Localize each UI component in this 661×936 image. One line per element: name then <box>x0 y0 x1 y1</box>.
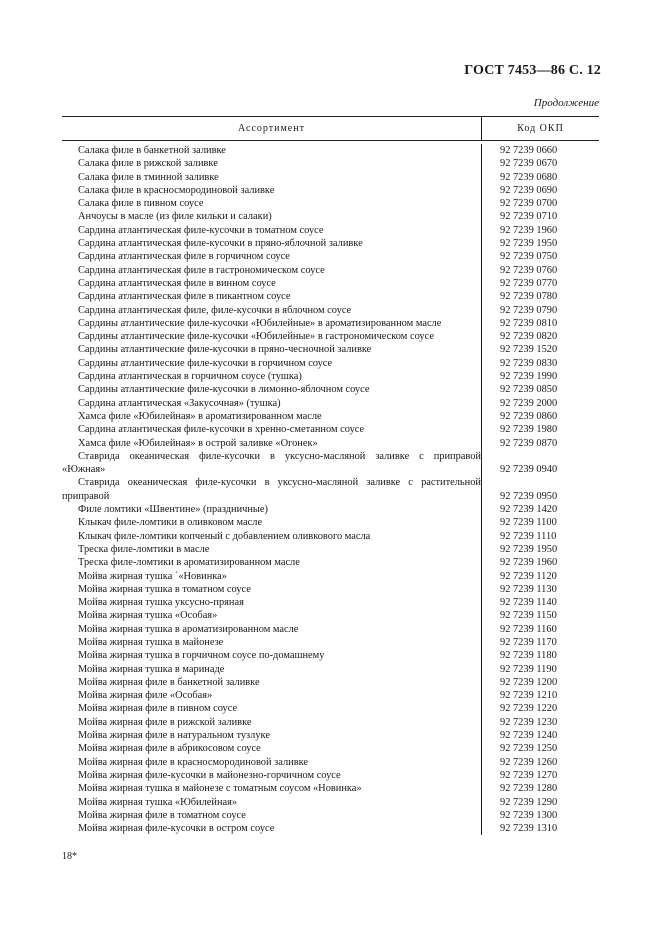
okp-code: 92 7239 2000 <box>481 397 599 410</box>
okp-code: 92 7239 1290 <box>481 796 599 809</box>
header-assortment: Ассортимент <box>238 123 305 134</box>
table-row <box>62 729 599 742</box>
assortment-table <box>62 116 599 835</box>
assortment-name: Мойва жирная филе в пивном соусе <box>78 703 238 715</box>
table-row <box>62 769 599 782</box>
assortment-name: Хамса филе «Юбилейная» в ароматизированном масле <box>78 410 322 422</box>
okp-code: 92 7239 1140 <box>481 596 599 609</box>
table-row <box>62 476 599 503</box>
table-row <box>62 370 599 383</box>
header-code: Код ОКП <box>481 117 599 140</box>
table-row <box>62 516 599 529</box>
okp-code: 92 7239 1200 <box>481 676 599 689</box>
okp-code: 92 7239 0790 <box>481 304 599 317</box>
assortment-name: Сардина атлантическая филе-кусочки в пряно-яблочной заливке <box>78 238 363 250</box>
okp-code: 92 7239 0670 <box>481 157 599 170</box>
okp-code: 92 7239 1150 <box>481 609 599 622</box>
assortment-name: Мойва жирная тушка в горчичном соусе по-домашнему <box>78 650 325 662</box>
assortment-name: Мойва жирная филе в абрикосовом соусе <box>78 743 261 755</box>
okp-code: 92 7239 1170 <box>481 636 599 649</box>
assortment-name: Салака филе в банкетной заливке <box>78 145 226 156</box>
table-row <box>62 277 599 290</box>
okp-code: 92 7239 1190 <box>481 663 599 676</box>
table-row <box>62 357 599 370</box>
okp-code: 92 7239 0760 <box>481 264 599 277</box>
table-row <box>62 702 599 715</box>
okp-code: 92 7239 1240 <box>481 729 599 742</box>
table-row <box>62 716 599 729</box>
table-row <box>62 250 599 263</box>
assortment-name: Сардина атлантическая филе в гастрономическом соусе <box>78 264 325 276</box>
assortment-name: Мойва жирная тушка в маринаде <box>78 663 225 675</box>
okp-code: 92 7239 1100 <box>481 516 599 529</box>
table-row <box>62 184 599 197</box>
table-row <box>62 423 599 436</box>
okp-code: 92 7239 0770 <box>481 277 599 290</box>
table-row <box>62 543 599 556</box>
okp-code: 92 7239 1250 <box>481 742 599 755</box>
okp-code: 92 7239 1280 <box>481 782 599 795</box>
okp-code: 92 7239 0870 <box>481 437 599 450</box>
okp-code: 92 7239 0810 <box>481 317 599 330</box>
table-row <box>62 237 599 250</box>
assortment-name: Мойва жирная филе «Особая» <box>78 690 213 702</box>
assortment-name: Мойва жирная филе в красносмородиновой заливке <box>78 756 308 768</box>
okp-code: 92 7239 0830 <box>481 357 599 370</box>
assortment-name: Мойва жирная филе в натуральном тузлуке <box>78 730 270 742</box>
assortment-name: Сардина атлантическая филе в винном соусе <box>78 277 276 289</box>
page-footer-mark: 18* <box>62 851 77 862</box>
okp-code: 92 7239 1960 <box>481 224 599 237</box>
okp-code: 92 7239 1270 <box>481 769 599 782</box>
table-row <box>62 304 599 317</box>
assortment-name: Сардина атлантическая филе-кусочки в томатном соусе <box>78 224 324 236</box>
okp-code: 92 7239 0820 <box>481 330 599 343</box>
assortment-name: Мойва жирная тушка в майонезе с томатным соусом «Новинка» <box>78 783 362 795</box>
table-row <box>62 317 599 330</box>
okp-code: 92 7239 0850 <box>481 383 599 396</box>
okp-code: 92 7239 1160 <box>481 623 599 636</box>
okp-code: 92 7239 1300 <box>481 809 599 822</box>
assortment-name: Мойва жирная тушка в майонезе <box>78 636 224 648</box>
okp-code: 92 7239 0940 <box>481 450 599 477</box>
table-row <box>62 663 599 676</box>
table-row <box>62 290 599 303</box>
assortment-name: Сардина атлантическая в горчичном соусе (тушка) <box>78 371 302 383</box>
table-row <box>62 144 599 157</box>
table-row <box>62 210 599 223</box>
assortment-name: Сардина атлантическая филе в пикантном соусе <box>78 291 291 303</box>
okp-code: 92 7239 1210 <box>481 689 599 702</box>
table-row <box>62 756 599 769</box>
assortment-name: Мойва жирная филе в томатном соусе <box>78 809 246 821</box>
table-row <box>62 330 599 343</box>
assortment-name: Мойва жирная тушка ´«Новинка» <box>78 570 227 582</box>
table-row <box>62 570 599 583</box>
assortment-name: Мойва жирная филе в банкетной заливке <box>78 676 260 688</box>
table-row <box>62 636 599 649</box>
okp-code: 92 7239 1950 <box>481 543 599 556</box>
table-row <box>62 809 599 822</box>
table-row <box>62 343 599 356</box>
assortment-name-line2: «Южная» <box>62 464 106 476</box>
assortment-name: Мойва жирная тушка «Особая» <box>78 610 218 622</box>
assortment-name: Мойва жирная тушка в ароматизированном масле <box>78 623 299 635</box>
assortment-name: Анчоусы в масле (из филе кильки и салаки) <box>78 211 272 223</box>
table-row <box>62 649 599 662</box>
table-row <box>62 742 599 755</box>
table-row <box>62 676 599 689</box>
okp-code: 92 7239 0750 <box>481 250 599 263</box>
assortment-name: Сардина атлантическая «Закусочная» (тушка) <box>78 397 281 409</box>
assortment-name: Сардины атлантические филе-кусочки «Юбилейные» в гастрономическом соусе <box>78 331 434 343</box>
table-row <box>62 437 599 450</box>
okp-code: 92 7239 1230 <box>481 716 599 729</box>
assortment-name: Мойва жирная филе в рижской заливке <box>78 716 252 728</box>
assortment-name: Сардина атлантическая филе-кусочки в хренно-сметанном соусе <box>78 424 365 436</box>
assortment-name <box>62 450 481 477</box>
okp-code: 92 7239 0710 <box>481 210 599 223</box>
okp-code: 92 7239 0950 <box>481 476 599 503</box>
okp-code: 92 7239 1310 <box>481 822 599 835</box>
assortment-name: Клыкач филе-ломтики копченый с добавлением оливкового масла <box>78 530 371 542</box>
assortment-name: Салака филе в рижской заливке <box>78 158 218 170</box>
assortment-name: Салака филе в пивном соусе <box>78 198 204 210</box>
table-row <box>62 796 599 809</box>
table-row <box>62 224 599 237</box>
table-row <box>62 197 599 210</box>
table-row <box>62 171 599 184</box>
assortment-name: Салака филе в красносмородиновой заливке <box>78 184 275 196</box>
assortment-name: Сардины атлантические филе-кусочки в пряно-чесночной заливке <box>78 344 372 356</box>
table-row <box>62 596 599 609</box>
okp-code: 92 7239 1420 <box>481 503 599 516</box>
table-row <box>62 530 599 543</box>
assortment-name-line1: Ставрида океаническая филе-кусочки в уксусно-масляной заливке с растительной <box>78 477 481 489</box>
okp-code: 92 7239 1110 <box>481 530 599 543</box>
assortment-name: Мойва жирная филе-кусочки в майонезно-горчичном соусе <box>78 769 341 781</box>
assortment-name: Мойва жирная тушка «Юбилейная» <box>78 796 238 808</box>
table-row <box>62 782 599 795</box>
assortment-name: Сардина атлантическая филе, филе-кусочки в яблочном соусе <box>78 304 352 316</box>
okp-code: 92 7239 1180 <box>481 649 599 662</box>
okp-code: 92 7239 1520 <box>481 343 599 356</box>
okp-code: 92 7239 0680 <box>481 171 599 184</box>
table-row <box>62 623 599 636</box>
assortment-name: Сардины атлантические филе-кусочки в горчичном соусе <box>78 357 333 369</box>
okp-code: 92 7239 0780 <box>481 290 599 303</box>
okp-code: 92 7239 0690 <box>481 184 599 197</box>
continuation-label: Продолжение <box>533 97 599 109</box>
okp-code: 92 7239 1120 <box>481 570 599 583</box>
assortment-name: Салака филе в тминной заливке <box>78 171 219 183</box>
table-body <box>62 141 599 835</box>
assortment-name: Сардины атлантические филе-кусочки в лимонно-яблочном соусе <box>78 384 370 396</box>
okp-code: 92 7239 1980 <box>481 423 599 436</box>
assortment-name: Хамса филе «Юбилейная» в острой заливке «Огонек» <box>78 437 318 449</box>
okp-code: 92 7239 0700 <box>481 197 599 210</box>
assortment-name: Сардина атлантическая филе в горчичном соусе <box>78 251 290 263</box>
assortment-name: Сардины атлантические филе-кусочки «Юбилейные» в ароматизированном масле <box>78 317 442 329</box>
assortment-name: Треска филе-ломтики в масле <box>78 543 210 555</box>
table-row <box>62 264 599 277</box>
okp-code: 92 7239 1990 <box>481 370 599 383</box>
table-row <box>62 397 599 410</box>
table-row <box>62 689 599 702</box>
table-row <box>62 556 599 569</box>
okp-code: 92 7239 1130 <box>481 583 599 596</box>
okp-code: 92 7239 1260 <box>481 756 599 769</box>
table-row <box>62 383 599 396</box>
table-header <box>62 116 599 141</box>
table-row <box>62 822 599 835</box>
table-row <box>62 503 599 516</box>
assortment-name: Треска филе-ломтики в ароматизированном масле <box>78 557 300 569</box>
assortment-name: Мойва жирная филе-кусочки в остром соусе <box>78 823 275 835</box>
table-row <box>62 157 599 170</box>
assortment-name <box>62 476 481 503</box>
assortment-name: Мойва жирная тушка уксусно-пряная <box>78 597 244 609</box>
assortment-name-line2: приправой <box>62 490 110 502</box>
page-header: ГОСТ 7453—86 С. 12 <box>464 63 601 78</box>
okp-code: 92 7239 1950 <box>481 237 599 250</box>
assortment-name: Филе ломтики «Швентине» (праздничные) <box>78 504 268 516</box>
okp-code: 92 7239 1220 <box>481 702 599 715</box>
table-row <box>62 450 599 477</box>
table-row <box>62 583 599 596</box>
table-row <box>62 609 599 622</box>
okp-code: 92 7239 0660 <box>481 144 599 157</box>
assortment-name: Мойва жирная тушка в томатном соусе <box>78 583 251 595</box>
okp-code: 92 7239 0860 <box>481 410 599 423</box>
assortment-name-line1: Ставрида океаническая филе-кусочки в уксусно-масляной заливке с приправой <box>78 450 481 462</box>
table-row <box>62 410 599 423</box>
okp-code: 92 7239 1960 <box>481 556 599 569</box>
assortment-name: Клыкач филе-ломтики в оливковом масле <box>78 517 263 529</box>
